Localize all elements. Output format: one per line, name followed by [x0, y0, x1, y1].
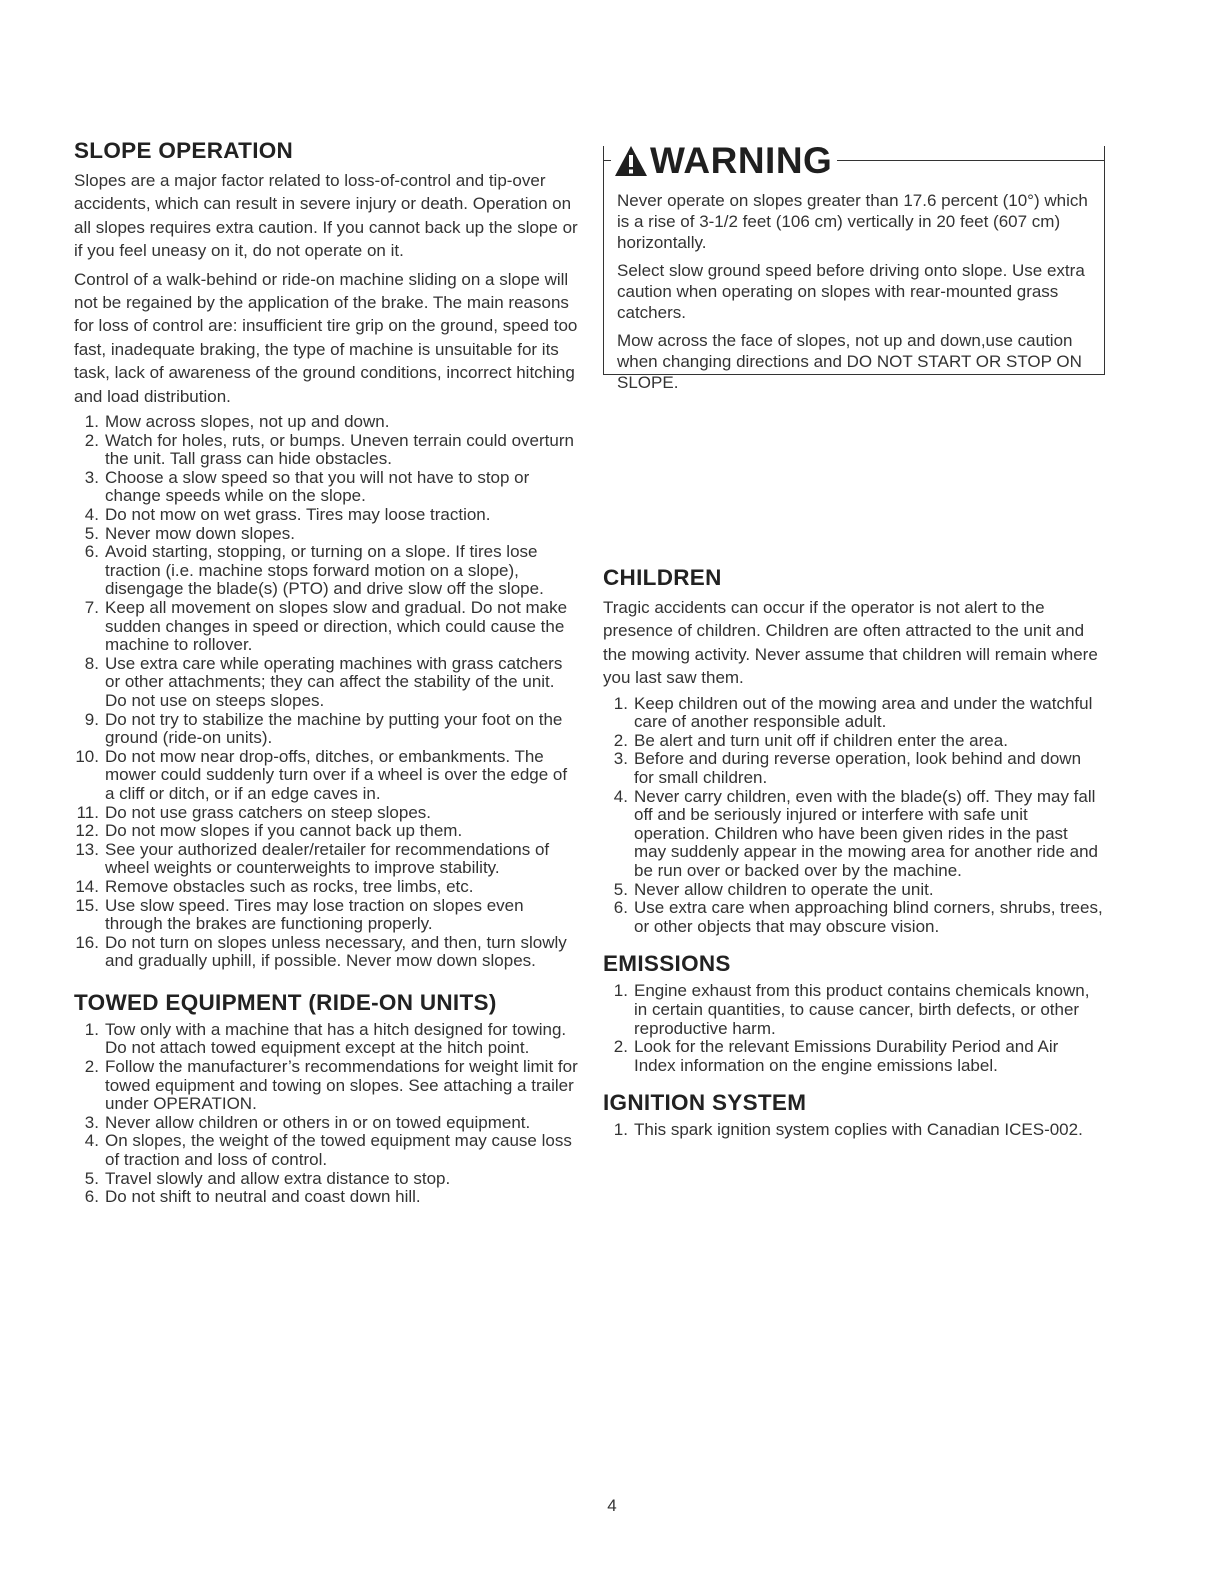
- list-item-number: 3 .: [74, 1114, 99, 1133]
- list-item: [74, 432, 580, 469]
- list-item: [74, 934, 580, 971]
- list-item-number: 8 .: [74, 655, 99, 674]
- list-item: [74, 599, 580, 655]
- emissions-heading: EMISSIONS: [603, 951, 731, 977]
- list-item: [74, 1132, 580, 1169]
- list-item-number: 2 .: [74, 1058, 99, 1077]
- list-item-text: Do not mow near drop-offs, ditches, or embankments. The mower could suddenly turn over if a wheel is over the edge of a cliff or ditch, or if an edge caves in.: [105, 746, 568, 803]
- list-item: [603, 982, 1103, 1038]
- list-item-text: Never carry children, even with the blade(s) off. They may fall off and be seriously injured or interfere with safe unit operation. Children who have been given rides in the past may suddenly appear in the mowing area for another ride and be run over or backed over by the machine.: [634, 786, 1099, 880]
- list-item: [603, 732, 1103, 751]
- list-item: [74, 748, 580, 804]
- list-item-number: 2 .: [74, 432, 99, 451]
- warning-body: [617, 190, 1095, 400]
- list-item: [74, 841, 580, 878]
- list-item-text: Never allow children to operate the unit.: [634, 879, 934, 899]
- list-item: [74, 711, 580, 748]
- warning-paragraph-3: Mow across the face of slopes, not up and down,use caution when changing directions and DO NOT START OR STOP ON SLOPE.: [617, 331, 1082, 392]
- list-item-number: 5 .: [74, 525, 99, 544]
- list-item: [603, 750, 1103, 787]
- ignition-list: [603, 1121, 1103, 1140]
- list-item-text: Travel slowly and allow extra distance to stop.: [105, 1168, 451, 1188]
- list-item: [74, 525, 580, 544]
- warning-box-top-left-rule: [603, 160, 611, 161]
- list-item-number: 14 .: [74, 878, 99, 897]
- list-item-text: Be alert and turn unit off if children enter the area.: [634, 730, 1008, 750]
- children-heading: CHILDREN: [603, 565, 722, 590]
- slope-operation-heading: SLOPE OPERATION: [74, 138, 294, 163]
- warning-title: [614, 141, 832, 181]
- list-item-number: 13 .: [74, 841, 99, 860]
- list-item-text: Do not shift to neutral and coast down hill.: [105, 1187, 421, 1207]
- towed-list: [74, 1021, 580, 1207]
- slope-paragraph-2: Control of a walk-behind or ride-on machine sliding on a slope will not be regained by the application of the brake. The main reasons for loss of control are: insufficient tire grip on the ground, speed too fast, inadequate braking, the type of machine is unsuitable for its task, lack of awareness of the ground conditions, incorrect hitching and load distribution.: [74, 269, 578, 406]
- list-item-text: Before and during reverse operation, look behind and down for small children.: [634, 749, 1082, 787]
- list-item: [603, 788, 1103, 881]
- list-item-number: 2 .: [603, 732, 628, 751]
- list-item-text: Never allow children or others in or on towed equipment.: [105, 1112, 531, 1132]
- list-item: [74, 822, 580, 841]
- list-item-number: 12 .: [74, 822, 99, 841]
- list-item: [74, 897, 580, 934]
- list-item-text: On slopes, the weight of the towed equipment may cause loss of traction and loss of control.: [105, 1131, 572, 1170]
- list-item-text: Do not try to stabilize the machine by putting your foot on the ground (ride-on units).: [105, 709, 563, 748]
- list-item: [74, 543, 580, 599]
- list-item-text: Never mow down slopes.: [105, 523, 295, 543]
- slope-paragraph-1: Slopes are a major factor related to loss-of-control and tip-over accidents, which can result in severe injury or death. Operation on all slopes requires extra caution. If you cannot back up the slope or if you feel uneasy on it, do not operate on it.: [74, 171, 578, 261]
- list-item-number: 10 .: [74, 748, 99, 767]
- list-item: [74, 413, 580, 432]
- warning-paragraph-2: Select slow ground speed before driving onto slope. Use extra caution when operating on slopes with rear-mounted grass catchers.: [617, 261, 1085, 322]
- list-item: [74, 1058, 580, 1114]
- list-item-number: 7 .: [74, 599, 99, 618]
- list-item-text: Use extra care while operating machines with grass catchers or other attachments; they can affect the stability of the unit. Do not use on steeps slopes.: [105, 653, 563, 710]
- list-item: [74, 506, 580, 525]
- warning-box-top-right-rule: [837, 160, 1105, 161]
- emissions-list: [603, 982, 1103, 1075]
- list-item: [74, 655, 580, 711]
- list-item-number: 3 .: [603, 750, 628, 769]
- list-item-text: Use extra care when approaching blind corners, shrubs, trees, or other objects that may obscure vision.: [634, 898, 1103, 936]
- list-item-text: See your authorized dealer/retailer for recommendations of wheel weights or counterweights to improve stability.: [105, 839, 550, 878]
- list-item-text: Avoid starting, stopping, or turning on a slope. If tires lose traction (i.e. machine stops forward motion on a slope), disengage the blade(s) (PTO) and drive slow off the slope.: [105, 542, 544, 599]
- list-item-text: Keep all movement on slopes slow and gradual. Do not make sudden changes in speed or direction, which could cause the machine to rollover.: [105, 598, 568, 655]
- list-item-text: Do not use grass catchers on steep slopes.: [105, 802, 432, 822]
- list-item-number: 4 .: [74, 1132, 99, 1151]
- list-item-text: This spark ignition system coplies with Canadian ICES-002.: [634, 1120, 1083, 1140]
- list-item-number: 6 .: [74, 1188, 99, 1207]
- list-item-text: Follow the manufacturer’s recommendations for weight limit for towed equipment and towing on slopes. See attaching a trailer under OPERATION.: [105, 1057, 578, 1114]
- warning-title-text: WARNING: [650, 140, 833, 181]
- list-item: [74, 469, 580, 506]
- warning-paragraph-1: Never operate on slopes greater than 17.6 percent (10°) which is a rise of 3-1/2 feet (106 cm) vertically in 20 feet (607 cm) horizontally.: [617, 191, 1088, 252]
- list-item: [603, 1038, 1103, 1075]
- list-item-number: 9 .: [74, 711, 99, 730]
- list-item-number: 2 .: [603, 1038, 628, 1057]
- list-item-text: Use slow speed. Tires may lose traction on slopes even through the brakes are functioning properly.: [105, 895, 524, 934]
- list-item-number: 15 .: [74, 897, 99, 916]
- slope-list: [74, 413, 580, 971]
- list-item-number: 16 .: [74, 934, 99, 953]
- list-item-number: 4 .: [74, 506, 99, 525]
- list-item-number: 6 .: [603, 899, 628, 918]
- left-column: [74, 138, 580, 1207]
- list-item: [603, 1121, 1103, 1140]
- list-item: [74, 804, 580, 823]
- list-item-number: 6 .: [74, 543, 99, 562]
- list-item: [74, 1170, 580, 1189]
- list-item-number: 1 .: [603, 695, 628, 714]
- list-item-text: Choose a slow speed so that you will not have to stop or change speeds while on the slope.: [105, 467, 530, 506]
- list-item-number: 1 .: [74, 1021, 99, 1040]
- towed-equipment-heading: TOWED EQUIPMENT (RIDE-ON UNITS): [74, 989, 497, 1015]
- list-item-number: 4 .: [603, 788, 628, 807]
- list-item-text: Tow only with a machine that has a hitch designed for towing. Do not attach towed equipment except at the hitch point.: [105, 1019, 567, 1058]
- list-item-text: Do not mow on wet grass. Tires may loose traction.: [105, 505, 491, 525]
- list-item-text: Mow across slopes, not up and down.: [105, 412, 390, 432]
- list-item-text: Watch for holes, ruts, or bumps. Uneven terrain could overturn the unit. Tall grass can hide obstacles.: [105, 430, 574, 469]
- list-item: [603, 899, 1103, 936]
- list-item-text: Look for the relevant Emissions Durability Period and Air Index information on the engine emissions label.: [634, 1037, 1059, 1075]
- list-item: [74, 1114, 580, 1133]
- right-column-sections: [603, 565, 1103, 1140]
- list-item: [603, 881, 1103, 900]
- list-item: [74, 878, 580, 897]
- children-intro: Tragic accidents can occur if the operator is not alert to the presence of children. Children are often attracted to the unit and the mowing activity. Never assume that children will remain where you last saw them.: [603, 598, 1098, 688]
- list-item-text: Remove obstacles such as rocks, tree limbs, etc.: [105, 876, 474, 896]
- list-item-text: Do not turn on slopes unless necessary, and then, turn slowly and gradually uphill, if possible. Never mow down slopes.: [105, 932, 567, 971]
- list-item-number: 1 .: [603, 1121, 628, 1140]
- list-item: [74, 1188, 580, 1207]
- list-item: [74, 1021, 580, 1058]
- list-item-number: 1 .: [74, 413, 99, 432]
- list-item: [603, 695, 1103, 732]
- list-item-text: Do not mow slopes if you cannot back up them.: [105, 821, 463, 841]
- list-item-number: 5 .: [603, 881, 628, 900]
- warning-triangle-icon: [614, 144, 648, 178]
- list-item-number: 3 .: [74, 469, 99, 488]
- ignition-system-heading: IGNITION SYSTEM: [603, 1090, 807, 1116]
- children-list: [603, 695, 1103, 937]
- list-item-number: 1 .: [603, 982, 628, 1001]
- page-number: 4: [607, 1496, 617, 1515]
- list-item-number: 5 .: [74, 1170, 99, 1189]
- list-item-text: Keep children out of the mowing area and under the watchful care of another responsible adult.: [634, 693, 1093, 732]
- list-item-number: 11 .: [74, 804, 99, 823]
- list-item-text: Engine exhaust from this product contains chemicals known, in certain quantities, to cause cancer, birth defects, or other reproductive harm.: [634, 981, 1090, 1038]
